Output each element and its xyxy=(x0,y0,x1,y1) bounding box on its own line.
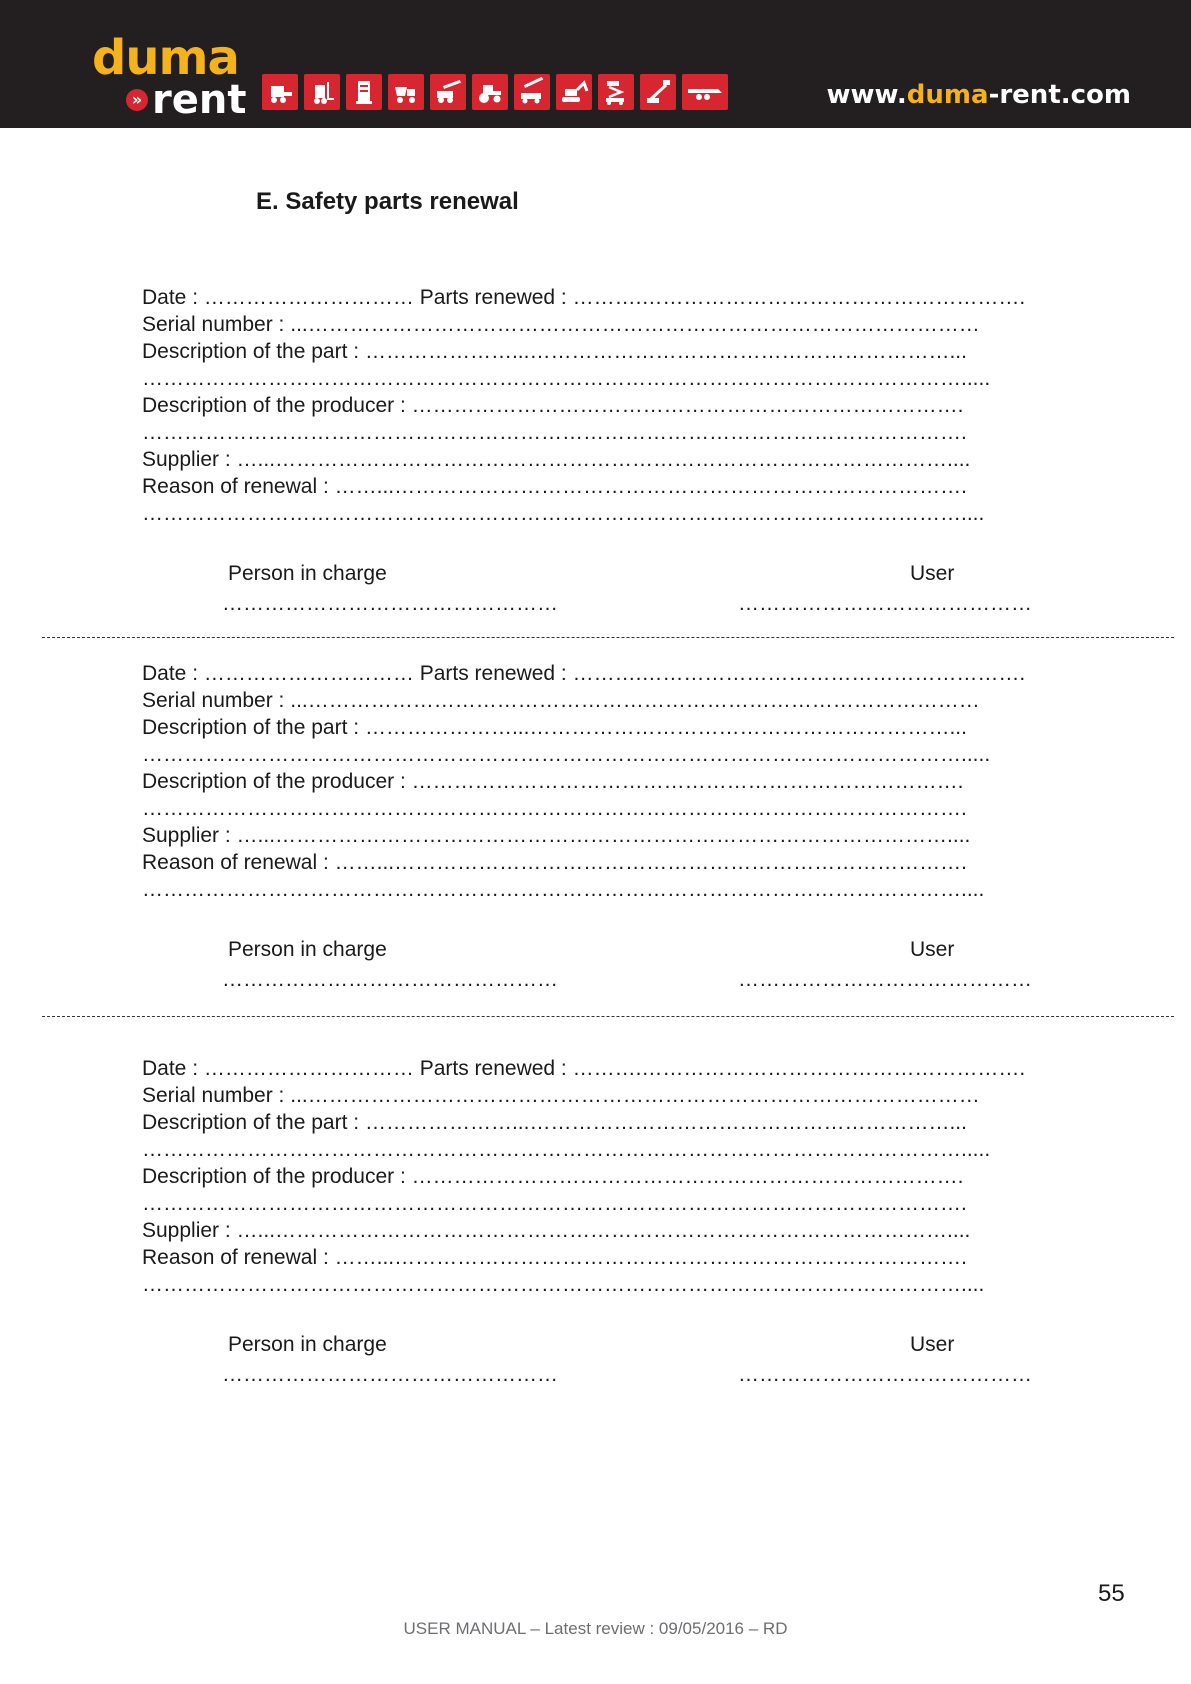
logo-duma-text: duma xyxy=(92,30,239,86)
user-signature-field[interactable]: …………………………………… xyxy=(738,592,1032,615)
boom-lift-icon xyxy=(640,74,676,110)
supplier-line[interactable]: Supplier : …...…………………………………………………………………………………….... xyxy=(142,1219,971,1242)
logo-rent-text: rent xyxy=(152,77,247,123)
compactor-icon xyxy=(346,74,382,110)
user-label: User xyxy=(910,1333,955,1356)
part-description-continuation[interactable]: ………………………………………………………………………………………………………..... xyxy=(142,743,991,766)
reason-line[interactable]: Reason of renewal : ……...………………………………………………………………………. xyxy=(142,851,967,874)
reason-line[interactable]: Reason of renewal : ……...………………………………………………………………………. xyxy=(142,1246,967,1269)
date-parts-line[interactable]: Date : ………………………… Parts renewed : ……….………………………………………………. xyxy=(142,286,1026,309)
part-description-continuation[interactable]: ………………………………………………………………………………………………………..... xyxy=(142,1138,991,1161)
renewal-form-2 xyxy=(142,660,1062,991)
skid-steer-loader-icon xyxy=(262,74,298,110)
producer-description-continuation[interactable]: ………………………………………………………………………………………………………. xyxy=(142,797,967,820)
renewal-form-3 xyxy=(142,1055,1062,1386)
machine-icon-strip xyxy=(262,74,728,110)
person-in-charge-signature-field[interactable]: ………………………………………… xyxy=(222,1363,558,1386)
footer-text: USER MANUAL – Latest review : 09/05/2016 – RD xyxy=(403,1619,788,1638)
producer-description-continuation[interactable]: ………………………………………………………………………………………………………. xyxy=(142,421,967,444)
duma-rent-logo xyxy=(92,30,247,123)
reason-continuation[interactable]: ……………………………………………………………………………………………………….... xyxy=(142,1273,985,1296)
user-signature-field[interactable]: …………………………………… xyxy=(738,968,1032,991)
website-prefix: www. xyxy=(826,80,907,110)
user-signature-field[interactable]: …………………………………… xyxy=(738,1363,1032,1386)
date-parts-line[interactable]: Date : ………………………… Parts renewed : ……….………………………………………………. xyxy=(142,662,1026,685)
section-divider xyxy=(42,1016,1174,1017)
mini-dumper-icon xyxy=(388,74,424,110)
website-brand: duma xyxy=(906,80,989,110)
person-in-charge-signature-field[interactable]: ………………………………………… xyxy=(222,968,558,991)
part-description-line[interactable]: Description of the part : …………………...……………………………………………………... xyxy=(142,340,967,363)
part-description-line[interactable]: Description of the part : …………………...……………………………………………………... xyxy=(142,1111,967,1134)
website-suffix: -rent.com xyxy=(988,80,1131,110)
part-description-line[interactable]: Description of the part : …………………...……………………………………………………... xyxy=(142,716,967,739)
serial-number-line[interactable]: Serial number : ...…………………………………………………………………………………… xyxy=(142,689,980,712)
person-in-charge-label: Person in charge xyxy=(228,562,387,585)
tractor-icon xyxy=(472,74,508,110)
part-description-continuation[interactable]: ………………………………………………………………………………………………………..... xyxy=(142,367,991,390)
telehandler-icon xyxy=(430,74,466,110)
renewal-form-1 xyxy=(142,284,1062,615)
reason-continuation[interactable]: ……………………………………………………………………………………………………….... xyxy=(142,502,985,525)
producer-description-line[interactable]: Description of the producer : ……………………………………………………………………. xyxy=(142,770,964,793)
producer-description-line[interactable]: Description of the producer : ……………………………………………………………………. xyxy=(142,394,964,417)
excavator-icon xyxy=(556,74,592,110)
person-in-charge-label: Person in charge xyxy=(228,938,387,961)
reason-line[interactable]: Reason of renewal : ……...………………………………………………………………………. xyxy=(142,475,967,498)
website-url[interactable] xyxy=(827,82,1131,108)
aerial-lift-icon xyxy=(598,74,634,110)
person-in-charge-signature-field[interactable]: ………………………………………… xyxy=(222,592,558,615)
mobile-crane-icon xyxy=(514,74,550,110)
producer-description-continuation[interactable]: ………………………………………………………………………………………………………. xyxy=(142,1192,967,1215)
user-label: User xyxy=(910,562,955,585)
user-label: User xyxy=(910,938,955,961)
logo-chevron-icon: » xyxy=(126,89,148,111)
serial-number-line[interactable]: Serial number : ...…………………………………………………………………………………… xyxy=(142,313,980,336)
supplier-line[interactable]: Supplier : …...…………………………………………………………………………………….... xyxy=(142,824,971,847)
section-divider xyxy=(42,637,1174,638)
page-number: 55 xyxy=(1098,1580,1125,1607)
producer-description-line[interactable]: Description of the producer : ……………………………………………………………………. xyxy=(142,1165,964,1188)
serial-number-line[interactable]: Serial number : ...…………………………………………………………………………………… xyxy=(142,1084,980,1107)
person-in-charge-label: Person in charge xyxy=(228,1333,387,1356)
date-parts-line[interactable]: Date : ………………………… Parts renewed : ……….………………………………………………. xyxy=(142,1057,1026,1080)
reason-continuation[interactable]: ……………………………………………………………………………………………………….... xyxy=(142,878,985,901)
header-bar xyxy=(0,0,1191,128)
forklift-icon xyxy=(304,74,340,110)
trailer-icon xyxy=(682,74,728,110)
supplier-line[interactable]: Supplier : …...…………………………………………………………………………………….... xyxy=(142,448,971,471)
section-title: E. Safety parts renewal xyxy=(256,188,519,215)
